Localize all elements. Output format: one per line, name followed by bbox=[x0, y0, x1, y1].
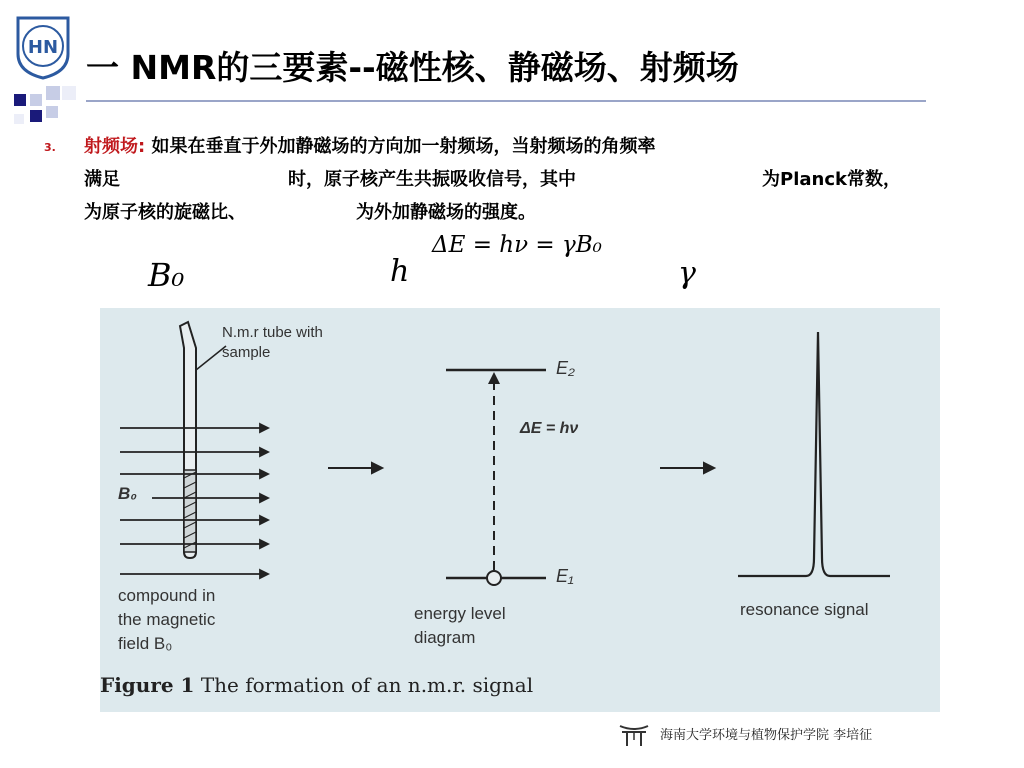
planck-symbol: h bbox=[390, 254, 410, 289]
nucleus-marker bbox=[487, 571, 501, 585]
energy-label-line1: energy level bbox=[414, 604, 506, 623]
line3-part-b: 为外加静磁场的强度。 bbox=[356, 202, 536, 223]
nmr-figure bbox=[100, 308, 940, 712]
resonance-label: resonance signal bbox=[740, 600, 869, 619]
compound-label-line2: the magnetic bbox=[118, 610, 216, 629]
figure-caption-number: Figure 1 bbox=[100, 673, 195, 697]
keyword-rf-field: 射频场: bbox=[84, 136, 146, 157]
e2-label: E₂ bbox=[556, 358, 575, 378]
sample-region bbox=[184, 470, 196, 552]
line3-part-a: 为原子核的旋磁比、 bbox=[84, 202, 246, 223]
line2-part-b: 时，原子核产生共振吸收信号，其中 bbox=[288, 169, 576, 190]
energy-label-line2: diagram bbox=[414, 628, 476, 647]
tube-label-line1: N.m.r tube with bbox=[222, 324, 323, 341]
university-logo bbox=[14, 14, 72, 80]
compound-label-line1: compound in bbox=[118, 586, 216, 605]
bullet-number: 3. bbox=[44, 141, 56, 154]
logo-text: HN bbox=[27, 37, 59, 58]
compound-label-line3: field B₀ bbox=[118, 634, 173, 653]
delta-e-label: ΔE = hν bbox=[520, 420, 579, 437]
tube-label-line2: sample bbox=[222, 344, 271, 361]
footer-text: 海南大学环境与植物保护学院 李培征 bbox=[660, 728, 873, 743]
decorative-squares bbox=[0, 84, 84, 136]
gamma-symbol: γ bbox=[678, 256, 696, 291]
resonance-peak bbox=[738, 332, 890, 576]
field-label: B₀ bbox=[118, 484, 137, 503]
page-title: 一 NMR的三要素--磁性核、静磁场、射频场 bbox=[86, 48, 739, 87]
title-divider bbox=[86, 100, 926, 102]
resonance-equation: ΔE = hν = γB₀ bbox=[432, 232, 602, 258]
figure-caption-text: The formation of an n.m.r. signal bbox=[194, 673, 534, 697]
line1-text: 如果在垂直于外加静磁场的方向加一射频场，当射频场的角频率 bbox=[145, 136, 656, 157]
gate-icon bbox=[618, 722, 650, 748]
nmr-figure-drawing bbox=[100, 308, 940, 712]
e1-label: E₁ bbox=[556, 566, 574, 586]
figure-caption bbox=[100, 673, 533, 697]
b0-symbol: B₀ bbox=[148, 256, 185, 294]
line2-part-c: 为Planck常数， bbox=[762, 169, 901, 190]
line2-part-a: 满足 bbox=[84, 169, 120, 190]
